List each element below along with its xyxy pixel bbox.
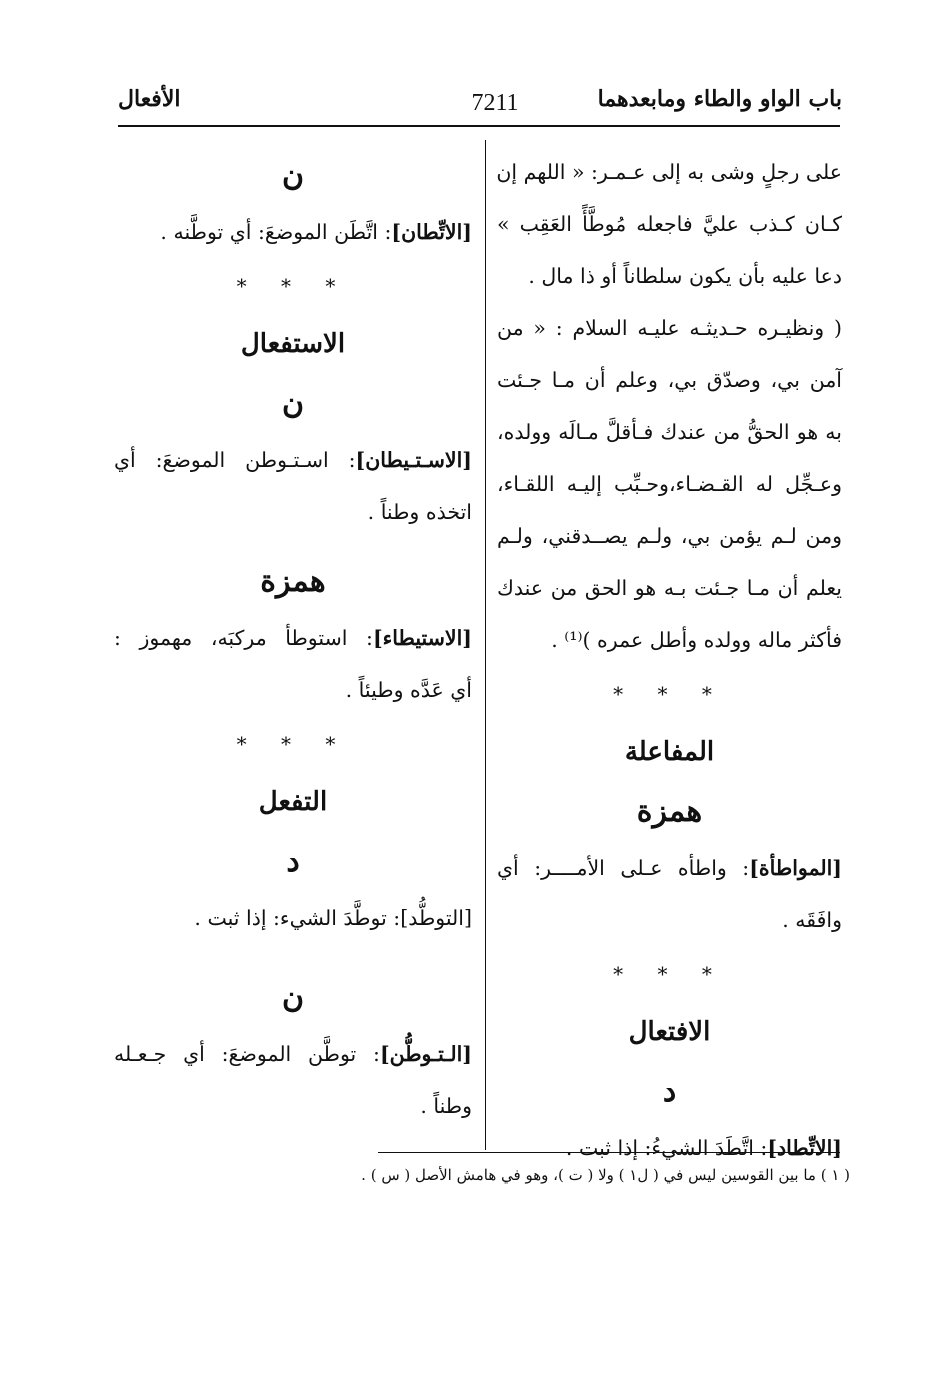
body-line: على رجلٍ وشى به إلى عـمـر: « اللهم إن <box>496 160 842 184</box>
entry-definition: : استوطأ مركبَه، مهموز : <box>114 626 373 650</box>
chapter-title: باب الواو والطاء ومابعدهما <box>597 86 842 112</box>
entry-line <box>114 612 472 664</box>
footnote-rule <box>378 1152 840 1153</box>
root-letter-heading: ن <box>281 158 305 193</box>
root-letter-heading: ن <box>281 980 305 1015</box>
entry-line <box>114 206 472 258</box>
column-divider <box>485 140 486 1150</box>
entry-definition: : اتَّطَن الموضعَ: أي توطَّنه . <box>160 220 392 244</box>
root-letter-heading: ن <box>281 386 305 421</box>
entry-definition: : واطأه عـلى الأمــــر: أي <box>497 856 750 880</box>
header-rule <box>118 125 840 127</box>
body-line: آمن بي، وصدّق بي، وعلم أن مـا جـئت <box>497 368 842 392</box>
body-line: يعلم أن مـا جـئت بـه هو الحق من عندك <box>497 576 842 600</box>
entry-line <box>497 842 842 894</box>
section-heading: التفعل <box>258 787 328 817</box>
entry-line: أي عَدَّه وطيئاً . <box>345 678 472 702</box>
body-line: به هو الحقُّ من عندك فـأقلَّ مـالَه وولده، <box>497 420 842 444</box>
entry-line: [التوطُّد]: توطَّدَ الشيء: إذا ثبت . <box>194 906 472 930</box>
body-line: ومن لـم يؤمن بي، ولـم يصــدقني، ولـم <box>497 524 842 548</box>
root-letter-heading: همزة <box>260 564 326 599</box>
footnote: ( ١ ) ما بين القوسين ليس في ( ل١ ) ولا ( ت )، وهو في هامش الأصل ( س ) . <box>361 1166 850 1184</box>
entry-definition: : اتَّطَدَ الشيءُ: إذا ثبت . <box>565 1136 768 1160</box>
entry-term: [الاتِّطان] <box>391 220 472 244</box>
section-separator: * * * <box>236 274 350 298</box>
section-heading: المفاعلة <box>624 737 715 767</box>
section-title: الأفعال <box>118 86 181 112</box>
entry-term: [الـتـوطُّن] <box>379 1042 472 1066</box>
entry-definition: : توطَّن الموضعَ: أي جـعـله <box>114 1042 380 1066</box>
body-line: دعا عليه بأن يكون سلطاناً أو ذا مال . <box>528 264 842 288</box>
left-column <box>114 146 472 1132</box>
page-number: 7211 <box>471 90 519 116</box>
entry-term: [الاستيطاء] <box>372 626 472 650</box>
root-letter-heading: د <box>286 844 300 879</box>
entry-term: [المواطأة] <box>749 856 842 880</box>
entry-line: اتخذه وطناً . <box>367 500 472 524</box>
body-line: وعـجِّل له القـضـاء،وحـبِّب إليـه اللقـاء، <box>497 472 842 496</box>
body-line: ( ونظيـره حـديثـه عليـه السلام : « من <box>497 316 842 340</box>
right-column <box>497 146 842 1174</box>
entry-line <box>114 434 472 486</box>
section-separator: * * * <box>236 732 350 756</box>
root-letter-heading: د <box>662 1074 677 1109</box>
entry-definition: : اسـتـوطن الموضعَ: أي <box>114 448 356 472</box>
entry-line <box>114 1028 472 1080</box>
root-letter-heading: همزة <box>636 794 703 829</box>
section-separator: * * * <box>613 682 726 706</box>
entry-term: [الاتِّطاد] <box>767 1136 842 1160</box>
entry-term: [الاسـتـيطان] <box>355 448 472 472</box>
body-line: فأكثر ماله وولده وأطل عمره )⁽¹⁾ . <box>551 628 842 652</box>
section-separator: * * * <box>613 962 726 986</box>
section-heading: الافتعال <box>628 1017 711 1047</box>
body-line: كـان كـذب عليَّ فاجعله مُوطَّأً العَقِب » <box>497 212 842 236</box>
section-heading: الاستفعال <box>240 329 346 359</box>
entry-line: وافَقَه . <box>782 908 842 932</box>
entry-line: وطناً . <box>420 1094 472 1118</box>
